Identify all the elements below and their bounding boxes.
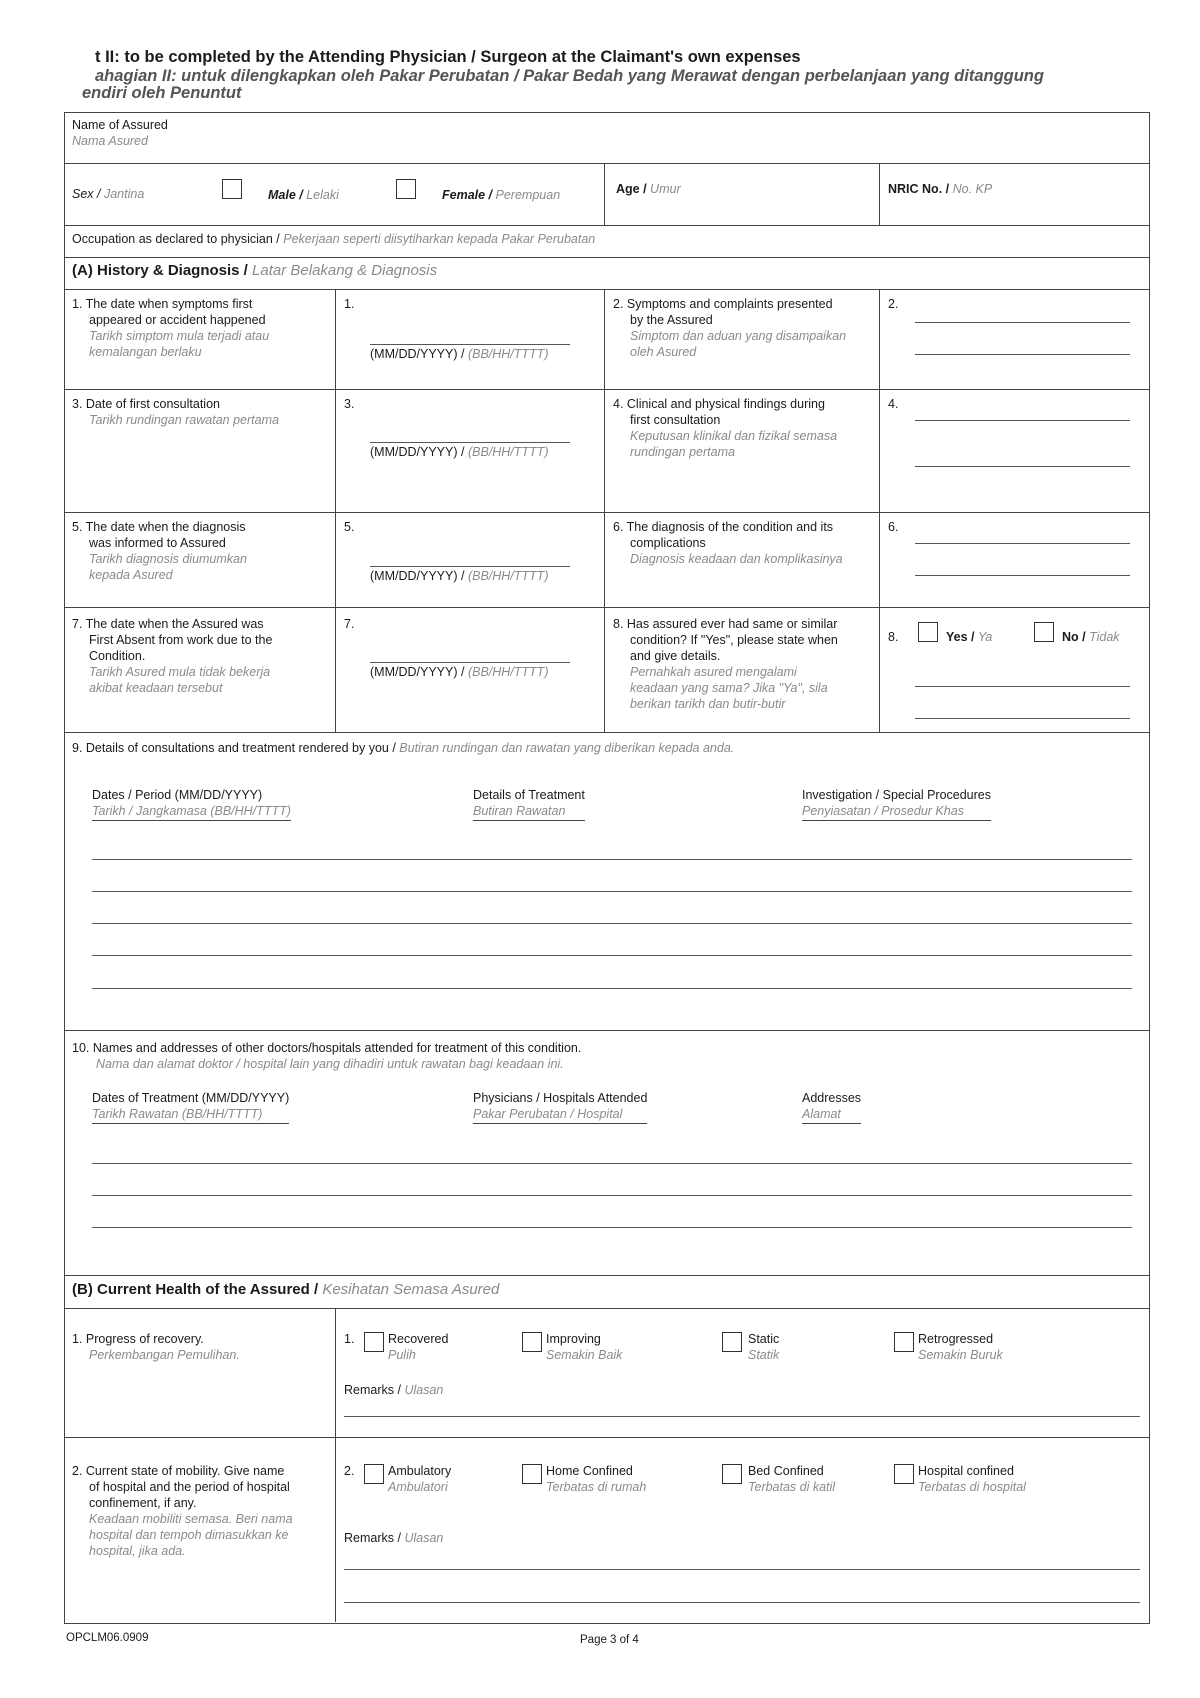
b-q2-remarks-line[interactable] (344, 1602, 1140, 1603)
q8-yes-label: Yes / Ya (946, 630, 993, 644)
static-checkbox[interactable] (722, 1332, 742, 1352)
home-confined-checkbox[interactable] (522, 1464, 542, 1484)
age-label: Age / Umur (616, 182, 681, 196)
bed-confined-label: Bed Confined Terbatas di katil (748, 1464, 836, 1494)
q7-number: 7. (344, 617, 355, 631)
q1-date-field[interactable] (370, 344, 570, 345)
q8-no-checkbox[interactable] (1034, 622, 1054, 642)
q9-col-treatment: Details of Treatment Butiran Rawatan (473, 787, 585, 821)
col-divider (604, 289, 605, 732)
b-q1-number: 1. (344, 1332, 355, 1346)
hospital-confined-label: Hospital confined Terbatas di hospital (918, 1464, 1026, 1494)
q7-date-format: (MM/DD/YYYY) / (BB/HH/TTTT) (370, 665, 549, 679)
male-checkbox[interactable] (222, 179, 242, 199)
q2-question: 2. Symptoms and complaints presented by the Assured Simptom dan aduan yang disampaikan oleh Asured (613, 297, 847, 359)
col-divider (335, 1308, 336, 1622)
q1-number: 1. (344, 297, 355, 311)
q8-no-label: No / Tidak (1062, 630, 1120, 644)
q9-answer-line[interactable] (92, 923, 1132, 924)
ambulatory-checkbox[interactable] (364, 1464, 384, 1484)
q10-answer-line[interactable] (92, 1227, 1132, 1228)
female-checkbox[interactable] (396, 179, 416, 199)
q4-number: 4. (888, 397, 899, 411)
row-divider (64, 225, 1150, 226)
ambulatory-label: Ambulatory Ambulatori (388, 1464, 452, 1494)
nric-input[interactable] (1010, 170, 1140, 218)
q2-answer-line[interactable] (915, 354, 1130, 355)
row-divider (64, 1030, 1150, 1031)
q1-date-format: (MM/DD/YYYY) / (BB/HH/TTTT) (370, 347, 549, 361)
q5-date-format: (MM/DD/YYYY) / (BB/HH/TTTT) (370, 569, 549, 583)
q4-answer-line[interactable] (915, 466, 1130, 467)
q2-number: 2. (888, 297, 899, 311)
nric-label: NRIC No. / No. KP (888, 182, 993, 196)
b-q2-question: 2. Current state of mobility. Give name of hospital and the period of hospital confinement, if any. Keadaan mobiliti semasa. Beri nama hospital dan tempoh dimasukkan ke hospital, jika ada. (72, 1464, 293, 1558)
bed-confined-checkbox[interactable] (722, 1464, 742, 1484)
q1-question: 1. The date when symptoms first appeared or accident happened Tarikh simptom mula terjadi atau kemalangan berlaku (72, 297, 270, 359)
home-confined-label: Home Confined Terbatas di rumah (546, 1464, 647, 1494)
q3-number: 3. (344, 397, 355, 411)
q10-col-physicians: Physicians / Hospitals Attended Pakar Perubatan / Hospital (473, 1090, 647, 1124)
row-divider (64, 1437, 1150, 1438)
row-divider (64, 732, 1150, 733)
form-code: OPCLM06.0909 (66, 1632, 149, 1644)
q9-question: 9. Details of consultations and treatment rendered by you / Butiran rundingan dan rawatan yang diberikan kepada anda. (72, 741, 735, 755)
row-divider (64, 512, 1150, 513)
col-divider (879, 163, 880, 225)
q6-question: 6. The diagnosis of the condition and its complications Diagnosis keadaan dan komplikasinya (613, 520, 843, 566)
age-input[interactable] (690, 170, 870, 218)
q8-question: 8. Has assured ever had same or similar condition? If "Yes", please state when and give details. Pernahkah asured mengalami keadaan yang sama? Jika "Ya", sila berikan tarikh dan butir-butir (613, 617, 838, 711)
row-divider (64, 607, 1150, 608)
section-b-title: (B) Current Health of the Assured / Kesihatan Semasa Asured (72, 1281, 500, 1298)
row-divider (64, 1308, 1150, 1309)
row-divider (64, 163, 1150, 164)
q10-col-addresses: Addresses Alamat (802, 1090, 861, 1124)
b-q1-remarks-line[interactable] (344, 1416, 1140, 1417)
form-heading-my: ahagian II: untuk dilengkapkan oleh Pakar Perubatan / Pakar Bedah yang Merawat dengan perbelanjaan yang ditanggung (95, 67, 1044, 85)
row-divider (64, 289, 1150, 290)
q3-date-field[interactable] (370, 442, 570, 443)
row-divider (64, 257, 1150, 258)
static-label: Static Statik (748, 1332, 780, 1362)
q3-date-format: (MM/DD/YYYY) / (BB/HH/TTTT) (370, 445, 549, 459)
recovered-label: Recovered Pulih (388, 1332, 449, 1362)
male-label: Male / Lelaki (268, 188, 339, 202)
name-input[interactable] (260, 118, 1140, 160)
q2-answer-line[interactable] (915, 322, 1130, 323)
row-divider (64, 389, 1150, 390)
col-divider (604, 163, 605, 225)
improving-checkbox[interactable] (522, 1332, 542, 1352)
q5-date-field[interactable] (370, 566, 570, 567)
form-heading-en: t II: to be completed by the Attending Physician / Surgeon at the Claimant's own expenses (95, 48, 801, 66)
q9-answer-line[interactable] (92, 955, 1132, 956)
q6-answer-line[interactable] (915, 543, 1130, 544)
retrogressed-checkbox[interactable] (894, 1332, 914, 1352)
q6-number: 6. (888, 520, 899, 534)
q8-number: 8. (888, 630, 899, 644)
col-divider (879, 289, 880, 732)
form-heading-my-cont: endiri oleh Penuntut (82, 84, 242, 102)
q3-question: 3. Date of first consultation Tarikh rundingan rawatan pertama (72, 397, 279, 427)
q10-answer-line[interactable] (92, 1195, 1132, 1196)
b-q2-remarks-label: Remarks / Ulasan (344, 1531, 444, 1545)
q8-answer-line[interactable] (915, 718, 1130, 719)
q9-answer-line[interactable] (92, 859, 1132, 860)
q10-question: 10. Names and addresses of other doctors/hospitals attended for treatment of this condition. Nama dan alamat doktor / hospital lain yang dihadiri untuk rawatan bagi keadaan ini. (72, 1041, 582, 1071)
improving-label: Improving Semakin Baik (546, 1332, 623, 1362)
b-q2-number: 2. (344, 1464, 355, 1478)
name-label: Name of Assured Nama Asured (72, 118, 168, 148)
occupation-label: Occupation as declared to physician / Pekerjaan seperti diisytiharkan kepada Pakar Perubatan (72, 232, 596, 246)
q5-question: 5. The date when the diagnosis was informed to Assured Tarikh diagnosis diumumkan kepada Asured (72, 520, 247, 582)
q10-answer-line[interactable] (92, 1163, 1132, 1164)
col-divider (335, 289, 336, 732)
female-label: Female / Perempuan (442, 188, 561, 202)
q7-question: 7. The date when the Assured was First Absent from work due to the Condition. Tarikh Asured mula tidak bekerja akibat keadaan tersebut (72, 617, 273, 695)
section-a-title: (A) History & Diagnosis / Latar Belakang & Diagnosis (72, 262, 438, 279)
b-q2-remarks-line[interactable] (344, 1569, 1140, 1570)
q7-date-field[interactable] (370, 662, 570, 663)
q9-answer-line[interactable] (92, 891, 1132, 892)
row-divider (64, 1275, 1150, 1276)
q9-answer-line[interactable] (92, 988, 1132, 989)
b-q1-remarks-label: Remarks / Ulasan (344, 1383, 444, 1397)
q4-question: 4. Clinical and physical findings during first consultation Keputusan klinikal dan fizikal semasa rundingan pertama (613, 397, 838, 459)
q5-number: 5. (344, 520, 355, 534)
q4-answer-line[interactable] (915, 420, 1130, 421)
q8-answer-line[interactable] (915, 686, 1130, 687)
q9-col-investigation: Investigation / Special Procedures Penyiasatan / Prosedur Khas (802, 787, 991, 821)
recovered-checkbox[interactable] (364, 1332, 384, 1352)
retrogressed-label: Retrogressed Semakin Buruk (918, 1332, 1003, 1362)
hospital-confined-checkbox[interactable] (894, 1464, 914, 1484)
b-q1-question: 1. Progress of recovery. Perkembangan Pemulihan. (72, 1332, 240, 1362)
sex-label: Sex / Jantina (72, 187, 145, 201)
q8-yes-checkbox[interactable] (918, 622, 938, 642)
q9-col-dates: Dates / Period (MM/DD/YYYY) Tarikh / Jangkamasa (BB/HH/TTTT) (92, 787, 291, 821)
page-number: Page 3 of 4 (580, 1634, 639, 1646)
q6-answer-line[interactable] (915, 575, 1130, 576)
q10-col-dates: Dates of Treatment (MM/DD/YYYY) Tarikh Rawatan (BB/HH/TTTT) (92, 1090, 289, 1124)
